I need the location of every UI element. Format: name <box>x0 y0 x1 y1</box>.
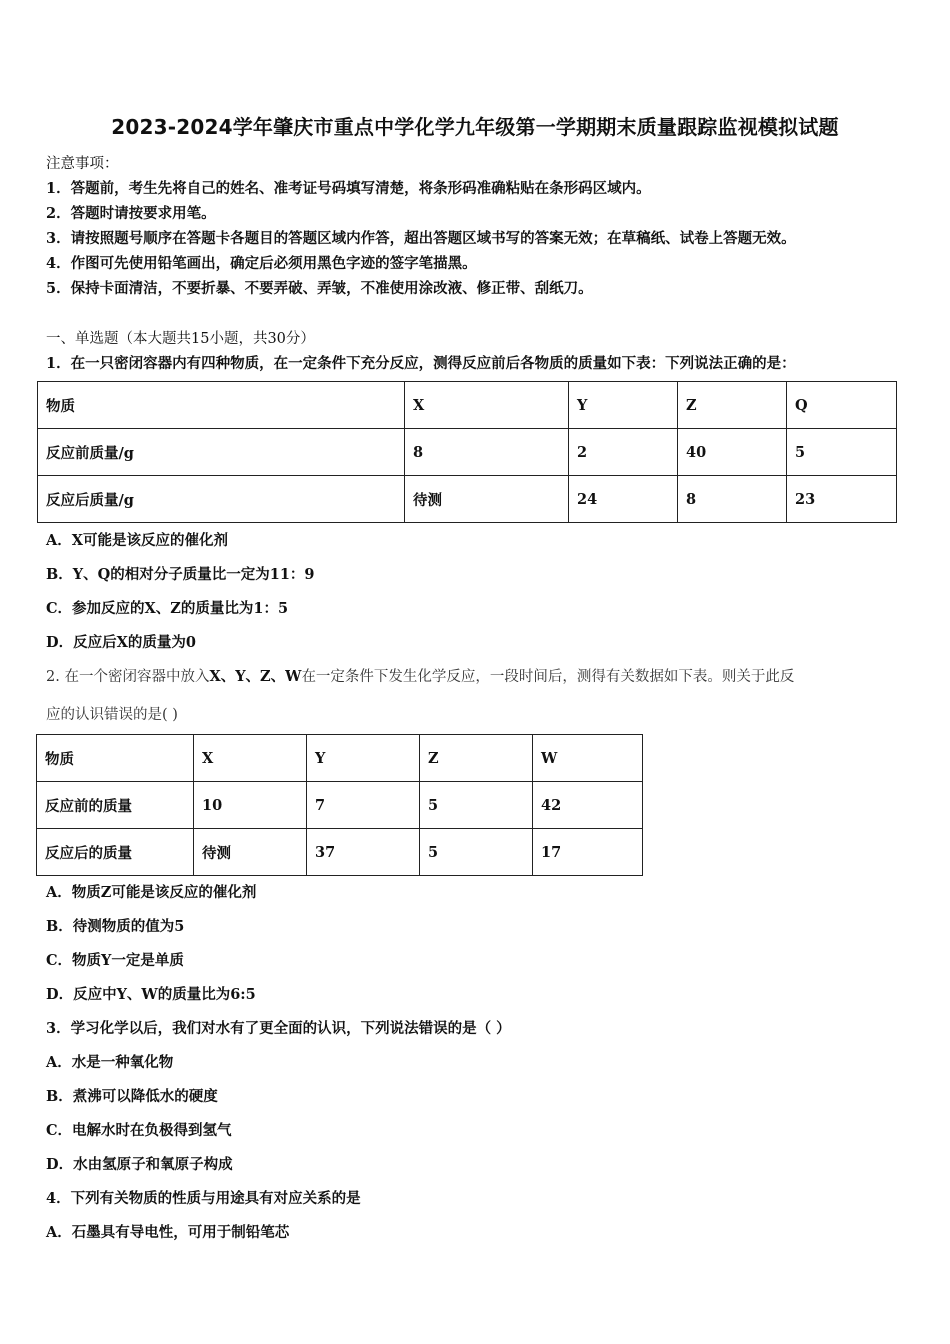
table-cell: 8 <box>678 476 787 523</box>
q2-number: 2. <box>46 669 60 685</box>
q2-stem-line2: 应的认识错误的是( ) <box>46 707 178 723</box>
table-cell: 17 <box>533 829 643 876</box>
table-cell: 42 <box>533 782 643 829</box>
table-row <box>37 782 643 829</box>
table-cell: 23 <box>787 476 897 523</box>
table-cell: Y <box>569 382 678 429</box>
notice-heading: 注意事项： <box>46 156 119 172</box>
notice-item: 3．请按照题号顺序在答题卡各题目的答题区域内作答，超出答题区域书写的答案无效；在草稿纸、试卷上答题无效。 <box>46 230 796 247</box>
table-cell: 5 <box>420 782 533 829</box>
table-row <box>38 476 897 523</box>
notice-item: 1．答题前，考生先将自己的姓名、准考证号码填写清楚，将条形码准确粘贴在条形码区域内。 <box>46 180 651 197</box>
q4-option-a: A．石墨具有导电性，可用于制铅笔芯 <box>46 1224 290 1241</box>
table-cell: 反应前的质量 <box>37 782 194 829</box>
table-cell: 2 <box>569 429 678 476</box>
q2-data-table <box>36 734 643 876</box>
q2-stem-part: 在一定条件下发生化学反应，一段时间后，测得有关数据如下表。则关于此反 <box>301 669 795 685</box>
table-cell: 待测 <box>405 476 569 523</box>
q1-stem: 1．在一只密闭容器内有四种物质，在一定条件下充分反应，测得反应前后各物质的质量如下表：下列说法正确的是： <box>46 355 796 372</box>
q1-option-b: B．Y、Q的相对分子质量比一定为11：9 <box>46 566 315 583</box>
q1-data-table <box>37 381 897 523</box>
table-cell: 5 <box>420 829 533 876</box>
table-cell: Z <box>420 735 533 782</box>
table-cell: 8 <box>405 429 569 476</box>
q2-option-d: D．反应中Y、W的质量比为6:5 <box>46 986 256 1003</box>
table-cell: 反应前质量/g <box>38 429 405 476</box>
notice-item: 5．保持卡面清洁，不要折暴、不要弄破、弄皱，不准使用涂改液、修正带、刮纸刀。 <box>46 280 593 297</box>
table-cell: 40 <box>678 429 787 476</box>
table-cell: 5 <box>787 429 897 476</box>
table-cell: 物质 <box>37 735 194 782</box>
table-cell: 物质 <box>38 382 405 429</box>
table-cell: X <box>194 735 307 782</box>
q1-option-c: C．参加反应的X、Z的质量比为1：5 <box>46 600 289 617</box>
q2-stem-part: 在一个密闭容器中放入 <box>64 669 210 685</box>
q2-variables: X、Y、Z、W <box>209 668 302 685</box>
q4-stem: 4．下列有关物质的性质与用途具有对应关系的是 <box>46 1190 361 1207</box>
table-header-row <box>38 382 897 429</box>
table-header-row <box>37 735 643 782</box>
notice-item: 2．答题时请按要求用笔。 <box>46 205 216 222</box>
q2-option-a: A．物质Z可能是该反应的催化剂 <box>46 884 257 901</box>
q2-option-b: B．待测物质的值为5 <box>46 918 185 935</box>
table-cell: Z <box>678 382 787 429</box>
table-cell: X <box>405 382 569 429</box>
section-heading: 一、单选题（本大题共15小题，共30分） <box>46 331 315 347</box>
q3-option-d: D．水由氢原子和氧原子构成 <box>46 1156 233 1173</box>
q3-option-b: B．煮沸可以降低水的硬度 <box>46 1088 218 1105</box>
q1-option-a: A．X可能是该反应的催化剂 <box>46 532 228 549</box>
q2-option-c: C．物质Y一定是单质 <box>46 952 184 969</box>
q2-stem <box>46 665 794 686</box>
table-row <box>37 829 643 876</box>
table-cell: 10 <box>194 782 307 829</box>
table-cell: 待测 <box>194 829 307 876</box>
table-cell: W <box>533 735 643 782</box>
table-cell: 反应后的质量 <box>37 829 194 876</box>
exam-title: 2023-2024学年肇庆市重点中学化学九年级第一学期期末质量跟踪监视模拟试题 <box>111 115 839 139</box>
q3-option-a: A．水是一种氧化物 <box>46 1054 174 1071</box>
table-cell: Q <box>787 382 897 429</box>
table-cell: 反应后质量/g <box>38 476 405 523</box>
q3-option-c: C．电解水时在负极得到氢气 <box>46 1122 232 1139</box>
q3-stem: 3．学习化学以后，我们对水有了更全面的认识，下列说法错误的是（ ） <box>46 1020 511 1037</box>
table-row <box>38 429 897 476</box>
notice-item: 4．作图可先使用铅笔画出，确定后必须用黑色字迹的签字笔描黑。 <box>46 255 477 272</box>
table-cell: Y <box>307 735 420 782</box>
table-cell: 37 <box>307 829 420 876</box>
q1-option-d: D．反应后X的质量为0 <box>46 634 196 651</box>
table-cell: 7 <box>307 782 420 829</box>
table-cell: 24 <box>569 476 678 523</box>
